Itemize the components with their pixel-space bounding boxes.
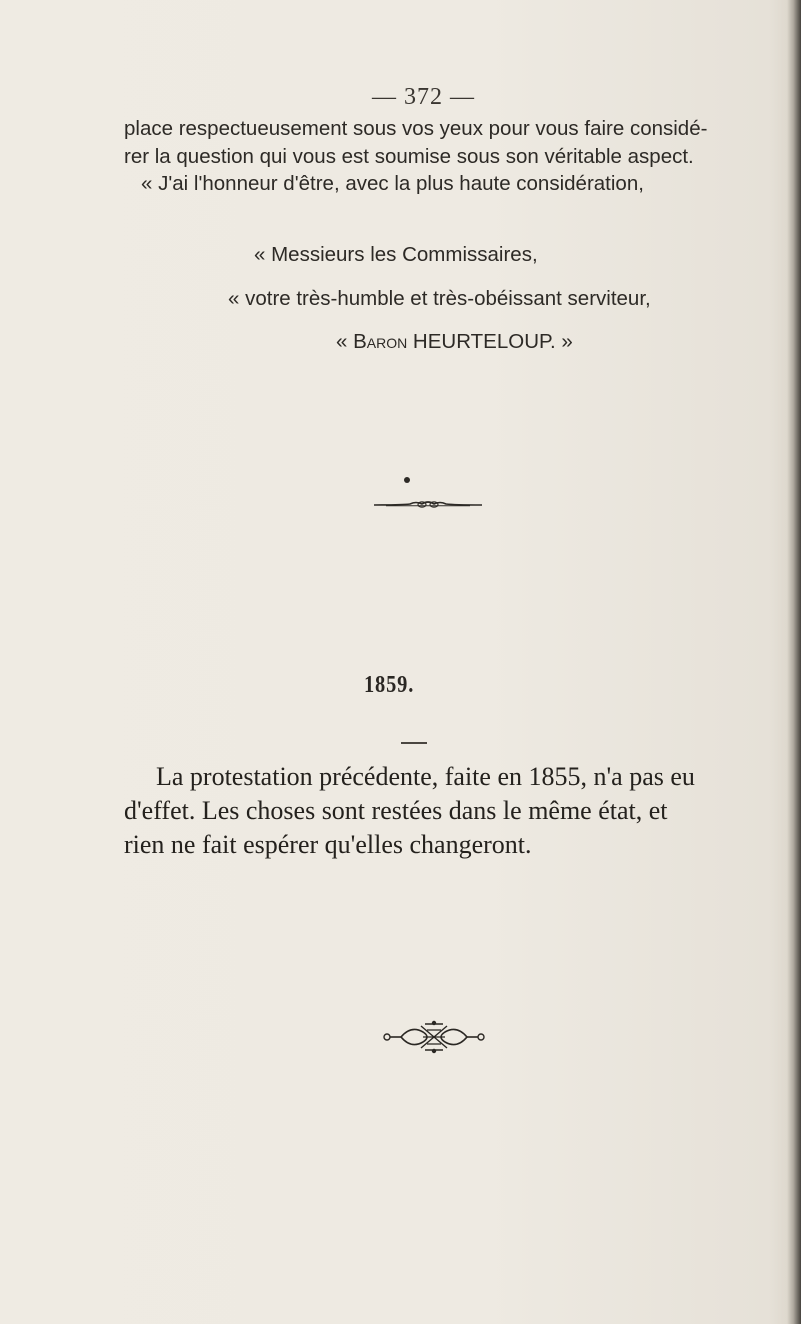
- signature-name: HEURTELOUP. »: [407, 330, 573, 353]
- year-rule: [401, 742, 427, 744]
- letter-salutation: « Messieurs les Commissaires,: [254, 243, 538, 266]
- letter-line-1: place respectueusement sous vos yeux pour vous faire considé-: [124, 117, 708, 140]
- signature-prefix: «: [336, 330, 354, 353]
- page-number: — 372 —: [372, 84, 475, 110]
- knot-ornament-icon: [383, 1020, 485, 1054]
- ornamental-rule-icon: [372, 498, 484, 512]
- signature-title: Baron: [353, 330, 408, 353]
- paragraph-line-2: d'effet. Les choses sont restées dans le même état, et: [124, 796, 668, 825]
- paragraph-line-3: rien ne fait espérer qu'elles changeront.: [124, 830, 532, 859]
- letter-line-2: rer la question qui vous est soumise sous son véritable aspect.: [124, 145, 694, 168]
- page-edge-shadow: [787, 0, 801, 1324]
- section-year: 1859.: [364, 672, 415, 698]
- paragraph-line-1: La protestation précédente, faite en 1855, n'a pas eu: [156, 762, 695, 791]
- ink-dot: [404, 477, 410, 483]
- letter-line-3: « J'ai l'honneur d'être, avec la plus haute considération,: [141, 172, 644, 195]
- letter-signature: [336, 330, 573, 354]
- letter-closing: « votre très-humble et très-obéissant serviteur,: [228, 287, 651, 310]
